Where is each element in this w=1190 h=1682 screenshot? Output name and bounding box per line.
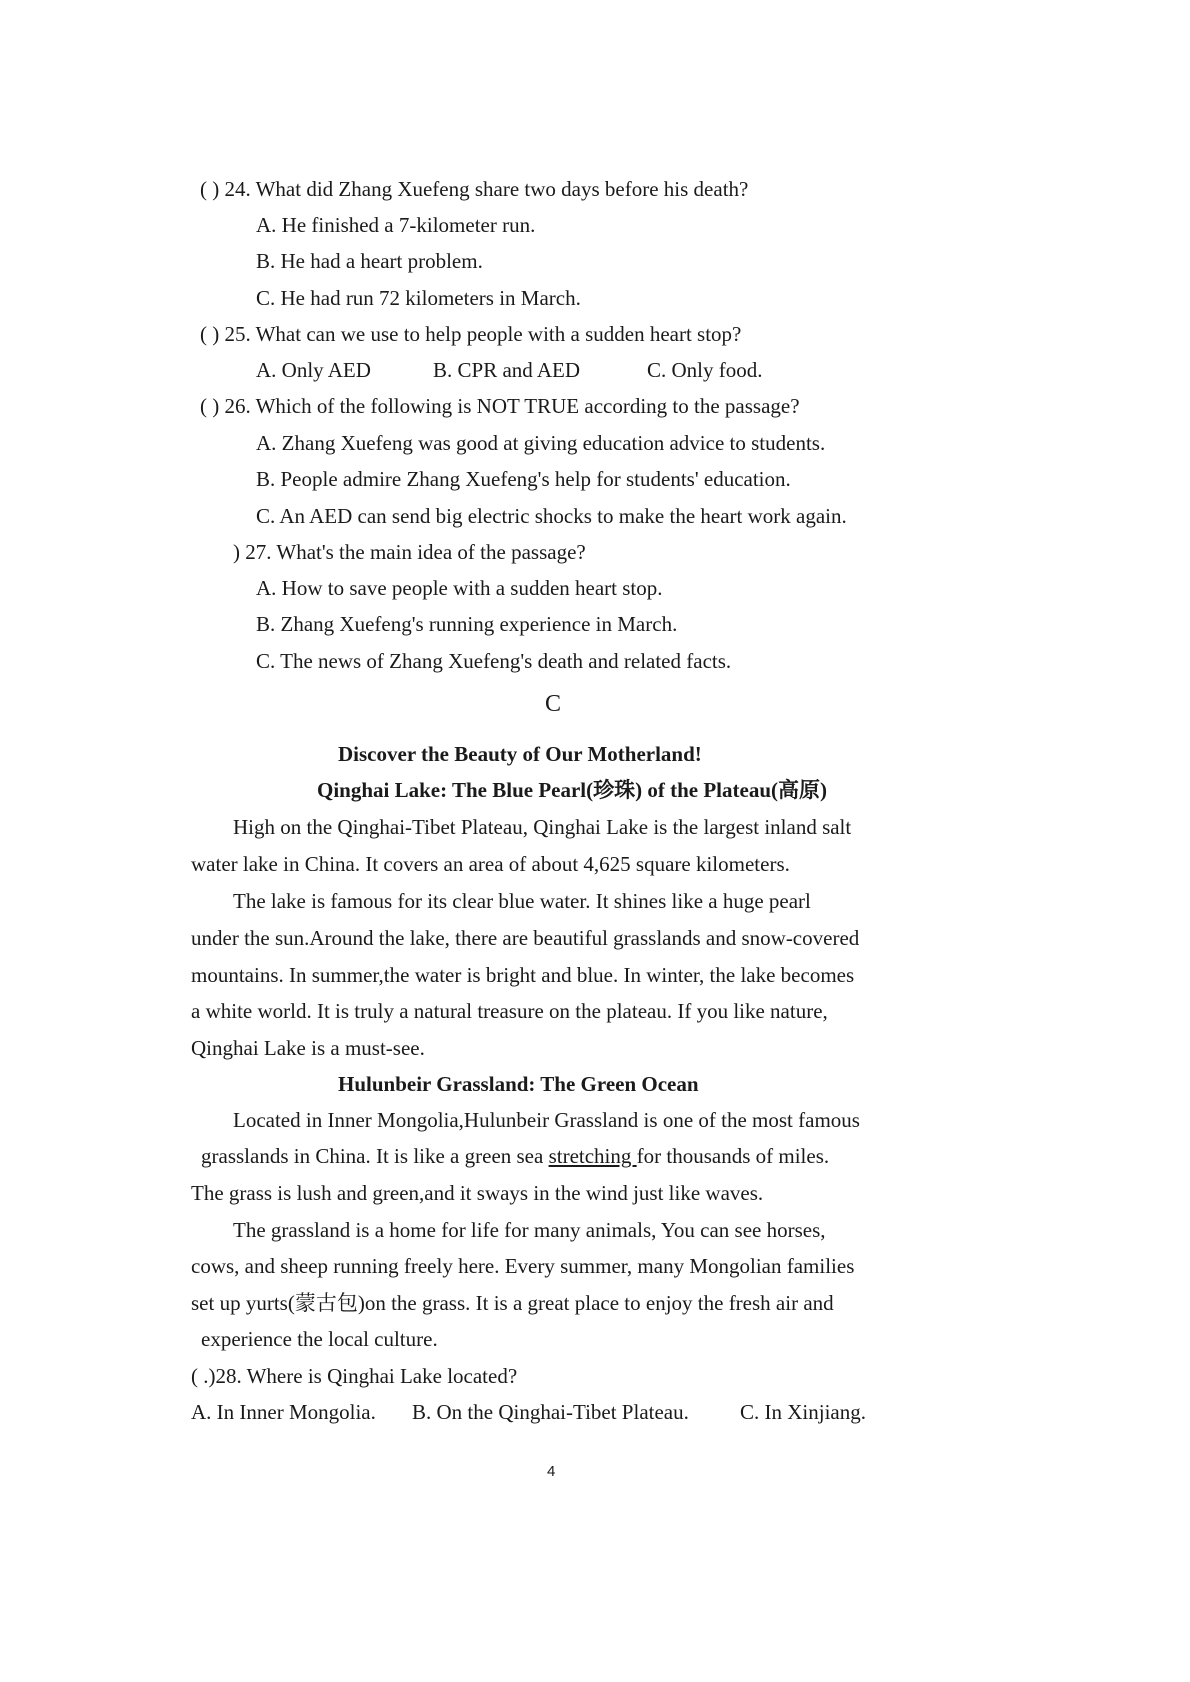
hulunbeir-p1-line: The grass is lush and green,and it sways in the wind just like waves.: [191, 1181, 764, 1205]
question-24-stem: ( ) 24. What did Zhang Xuefeng share two days before his death?: [200, 177, 749, 201]
qinghai-title: Qinghai Lake: The Blue Pearl(珍珠) of the Plateau(高原): [317, 778, 827, 802]
question-25-stem: ( ) 25. What can we use to help people with a sudden heart stop?: [200, 322, 742, 346]
question-26-option-c: C. An AED can send big electric shocks to make the heart work again.: [256, 504, 847, 528]
qinghai-p2-line: Qinghai Lake is a must-see.: [191, 1036, 425, 1060]
section-main-title: Discover the Beauty of Our Motherland!: [338, 742, 702, 766]
hulunbeir-p2-line: experience the local culture.: [201, 1327, 438, 1351]
question-26-option-b: B. People admire Zhang Xuefeng's help for students' education.: [256, 467, 791, 491]
question-26-option-a: A. Zhang Xuefeng was good at giving education advice to students.: [256, 431, 826, 455]
hulunbeir-p2-line: set up yurts(蒙古包)on the grass. It is a great place to enjoy the fresh air and: [191, 1291, 834, 1315]
hulunbeir-title: Hulunbeir Grassland: The Green Ocean: [338, 1072, 699, 1096]
qinghai-p2-line: under the sun.Around the lake, there are beautiful grasslands and snow-covered: [191, 926, 860, 950]
qinghai-p1-line: water lake in China. It covers an area of about 4,625 square kilometers.: [191, 852, 790, 876]
page-number: 4: [547, 1463, 556, 1480]
question-27-option-c: C. The news of Zhang Xuefeng's death and related facts.: [256, 649, 732, 673]
question-24-option-a: A. He finished a 7-kilometer run.: [256, 213, 536, 237]
question-24-option-b: B. He had a heart problem.: [256, 249, 483, 273]
underlined-word: stretching: [548, 1144, 637, 1168]
qinghai-p2-line: a white world. It is truly a natural treasure on the plateau. If you like nature,: [191, 999, 828, 1023]
question-27-option-b: B. Zhang Xuefeng's running experience in March.: [256, 612, 678, 636]
hulunbeir-p1-line: Located in Inner Mongolia,Hulunbeir Grassland is one of the most famous: [233, 1108, 860, 1132]
question-28-option-a: A. In Inner Mongolia.: [191, 1400, 376, 1424]
question-26-stem: ( ) 26. Which of the following is NOT TRUE according to the passage?: [200, 394, 800, 418]
question-28-stem: ( .)28. Where is Qinghai Lake located?: [191, 1364, 518, 1388]
qinghai-p2-line: mountains. In summer,the water is bright and blue. In winter, the lake becomes: [191, 963, 855, 987]
hulunbeir-p1-line: grasslands in China. It is like a green sea stretching for thousands of miles.: [201, 1144, 830, 1168]
question-28-option-c: C. In Xinjiang.: [740, 1400, 866, 1424]
section-letter: C: [545, 691, 562, 717]
question-27-option-a: A. How to save people with a sudden heart stop.: [256, 576, 663, 600]
question-25-option-b: B. CPR and AED: [433, 358, 581, 382]
question-25-option-a: A. Only AED: [256, 358, 371, 382]
hulunbeir-p2-line: cows, and sheep running freely here. Every summer, many Mongolian families: [191, 1254, 855, 1278]
question-28-option-b: B. On the Qinghai-Tibet Plateau.: [412, 1400, 689, 1424]
qinghai-p2-line: The lake is famous for its clear blue water. It shines like a huge pearl: [233, 889, 811, 913]
hulunbeir-p2-line: The grassland is a home for life for many animals, You can see horses,: [233, 1218, 826, 1242]
question-24-option-c: C. He had run 72 kilometers in March.: [256, 286, 581, 310]
question-27-stem: ) 27. What's the main idea of the passage?: [233, 540, 586, 564]
qinghai-p1-line: High on the Qinghai-Tibet Plateau, Qinghai Lake is the largest inland salt: [233, 815, 852, 839]
question-25-option-c: C. Only food.: [647, 358, 763, 382]
